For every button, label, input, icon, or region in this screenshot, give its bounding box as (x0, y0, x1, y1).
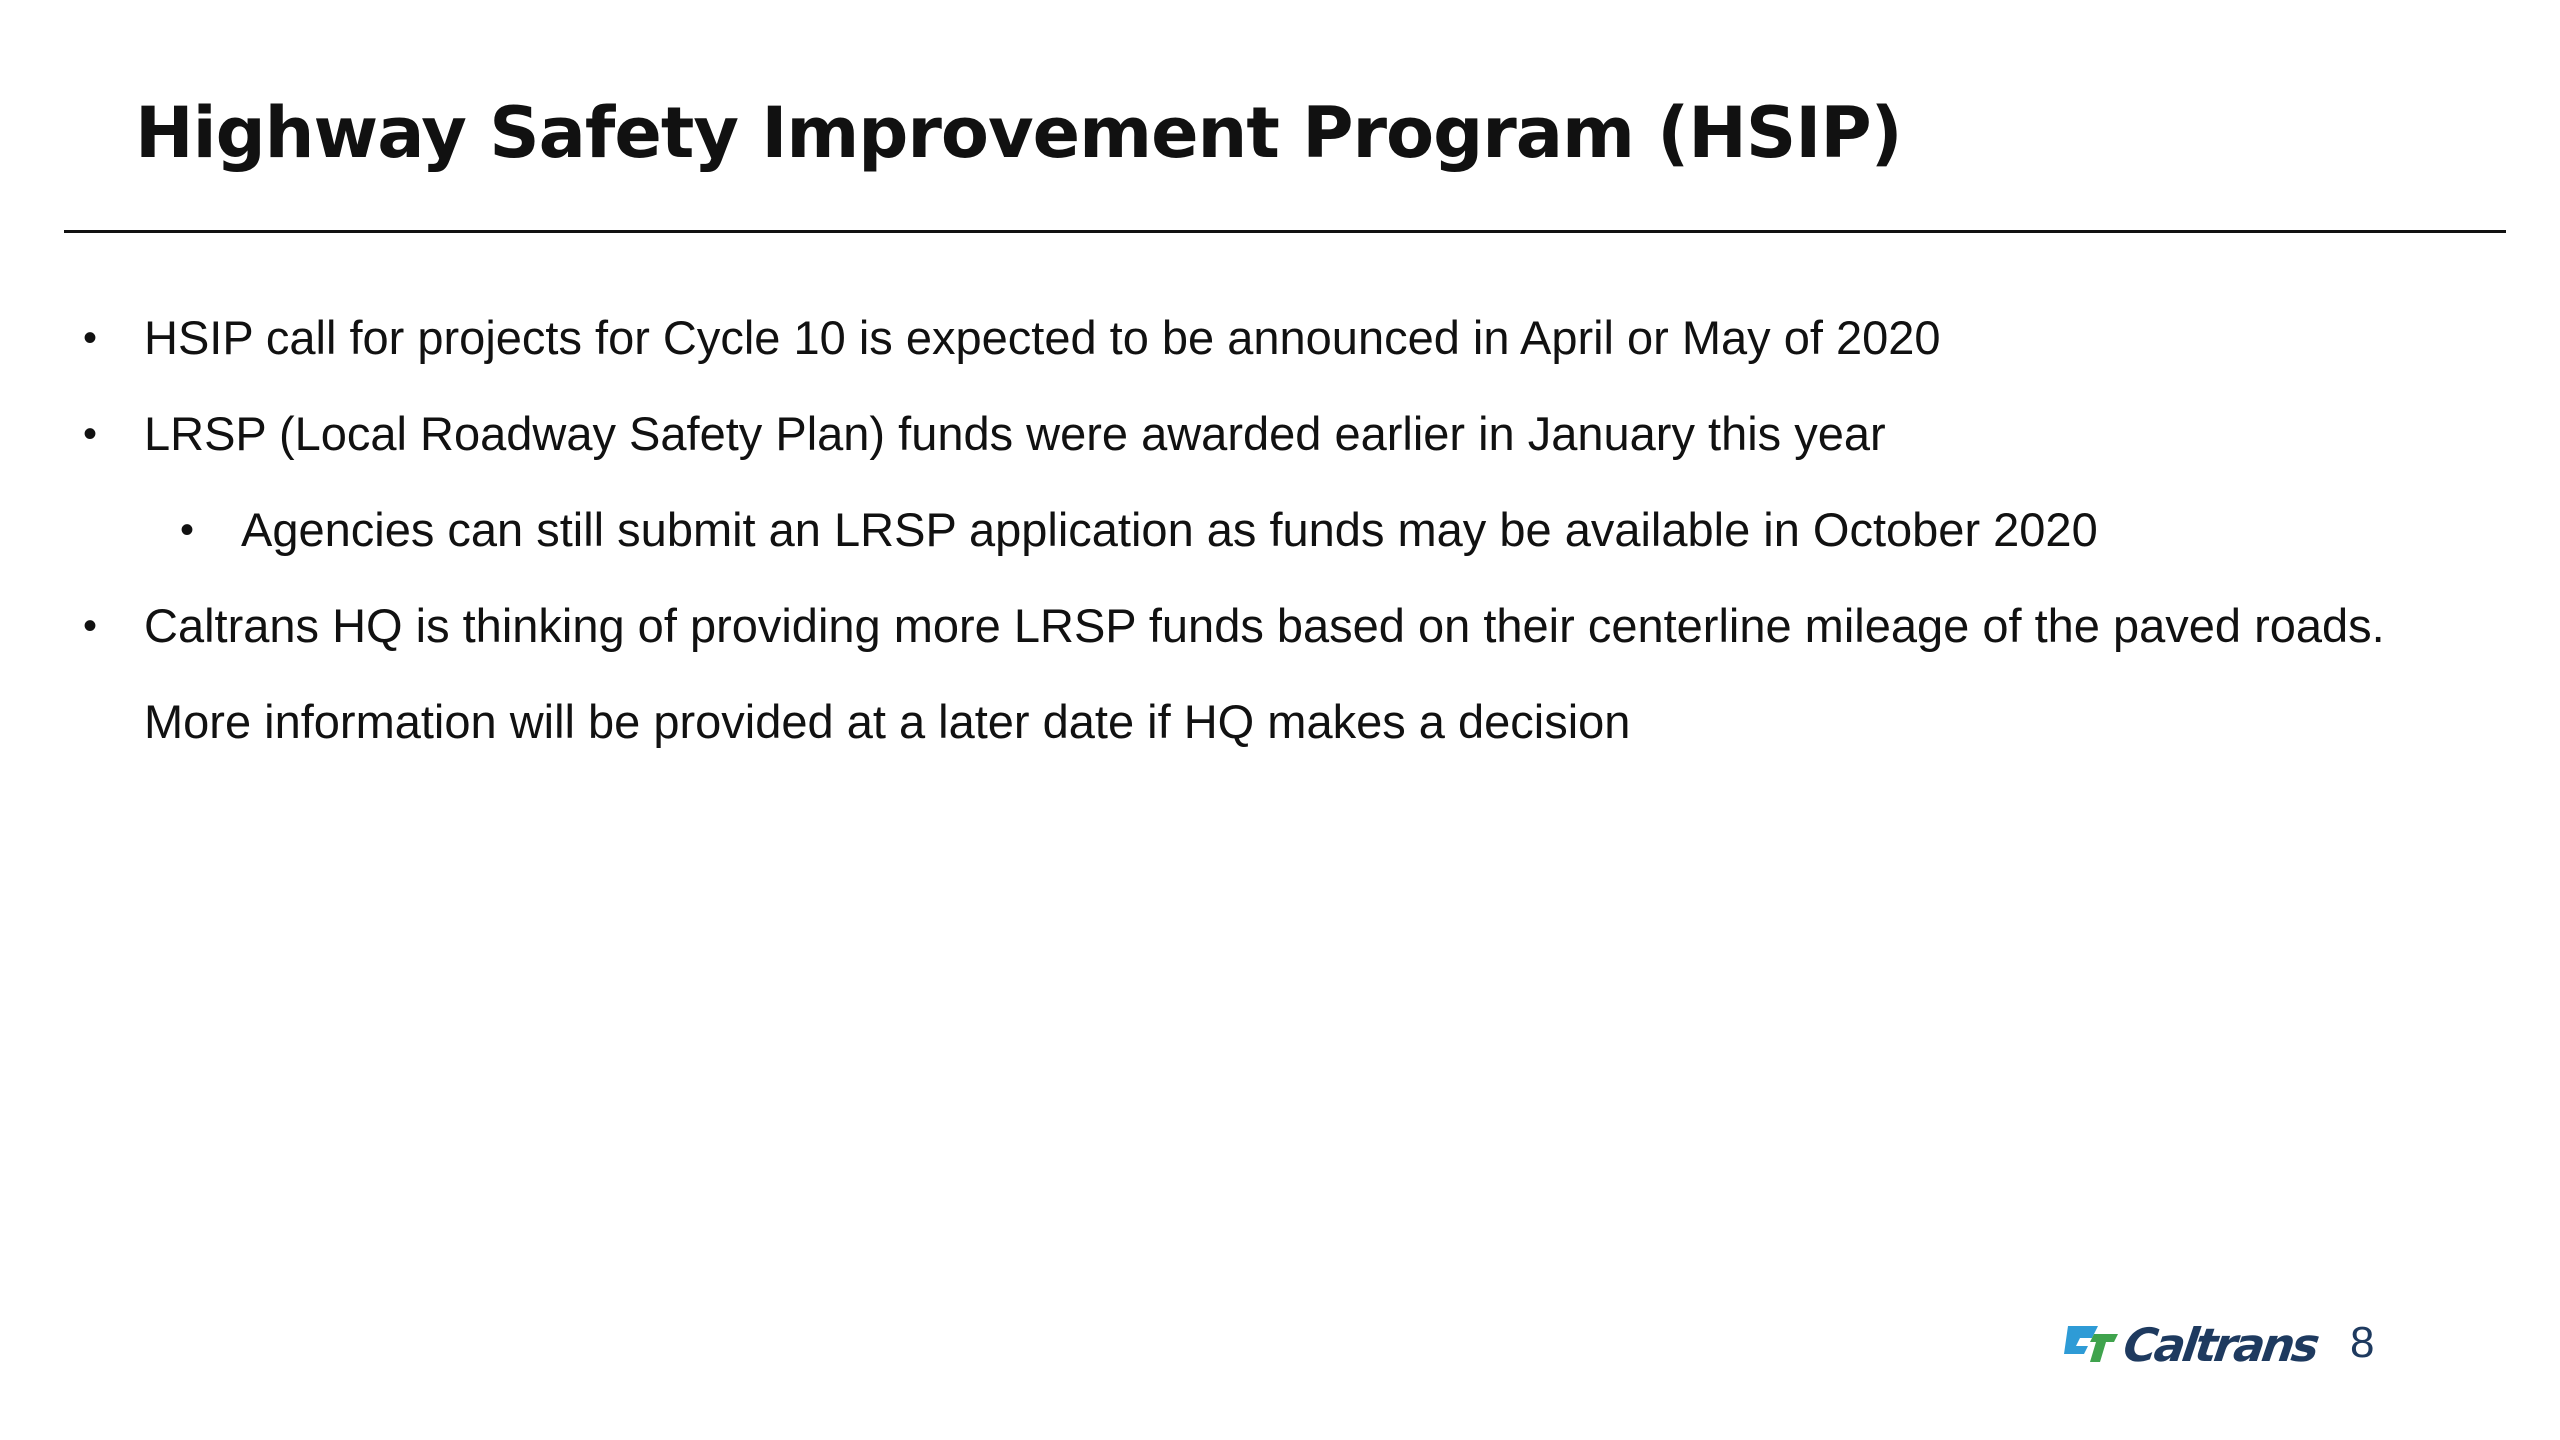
bullet-dot: • (180, 508, 195, 552)
bullet-dot: • (83, 604, 98, 648)
bullet-dot: • (83, 316, 98, 360)
sub-bullet-item (0, 482, 2541, 578)
bullet-item (0, 290, 2444, 386)
bullet-list (0, 290, 2560, 770)
bullet-text: HSIP call for projects for Cycle 10 is expected to be announced in April or May of 2020 (144, 311, 1941, 364)
caltrans-logo-icon (2058, 1324, 2122, 1364)
caltrans-logo (2058, 1318, 2321, 1372)
title-divider (64, 230, 2506, 233)
page-number: 8 (2350, 1318, 2375, 1367)
bullet-item (0, 578, 2444, 770)
bullet-text: Agencies can still submit an LRSP application as funds may be available in October 2020 (241, 503, 2098, 556)
bullet-dot: • (83, 412, 98, 456)
slide-title: Highway Safety Improvement Program (HSIP) (135, 92, 1902, 174)
bullet-text: LRSP (Local Roadway Safety Plan) funds were awarded earlier in January this year (144, 407, 1886, 460)
caltrans-logo-text: Caltrans (2120, 1318, 2321, 1372)
bullet-text: Caltrans HQ is thinking of providing more LRSP funds based on their centerline mileage of the paved roads. More information will be provided at a later date if HQ makes a decision (144, 599, 2385, 748)
bullet-item (0, 386, 2444, 482)
